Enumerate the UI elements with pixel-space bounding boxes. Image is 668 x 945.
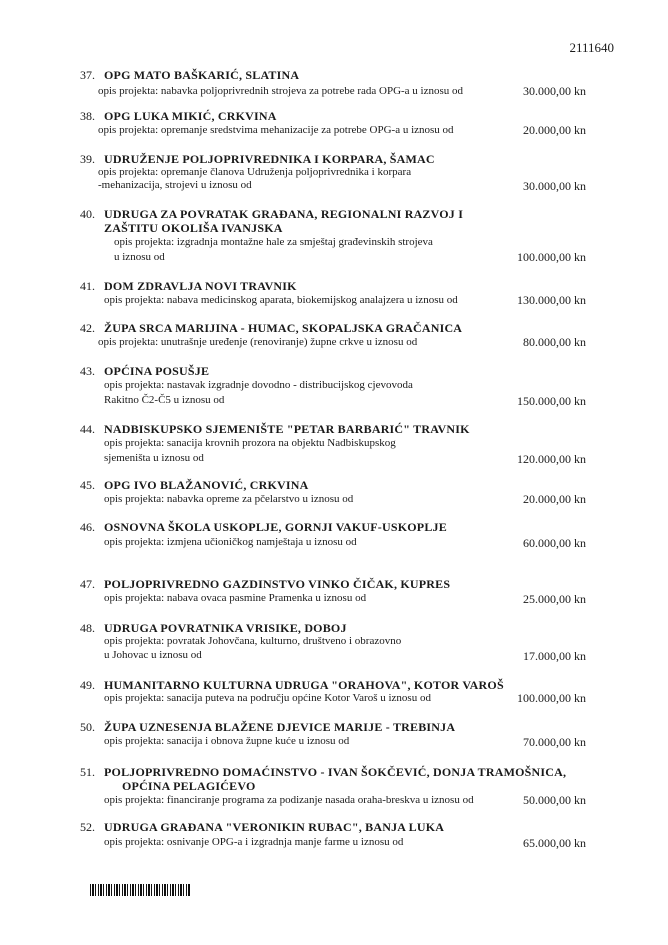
entry-description: opis projekta: osnivanje OPG-a i izgradnja manje farme u iznosu od: [104, 836, 404, 848]
entry-description: opis projekta: nabavka poljoprivrednih strojeva za potrebe rada OPG-a u iznosu od: [98, 85, 464, 97]
entry-description: opis projekta: opremanje sredstvima mehanizacije za potrebe OPG-a u iznosu od: [98, 124, 454, 136]
entry-title: ŽUPA SRCA MARIJINA - HUMAC, SKOPALJSKA GRAČANICA: [104, 321, 463, 335]
entry-description: u iznosu od: [114, 251, 165, 263]
entry-number: 45.: [80, 478, 95, 492]
entry-number: 38.: [80, 109, 95, 123]
entry-amount: 30.000,00 kn: [523, 179, 586, 193]
entry-amount: 100.000,00 kn: [517, 691, 586, 705]
entry-description: opis projekta: sanacija i obnova župne kuće u iznosu od: [104, 735, 350, 747]
entry-amount: 70.000,00 kn: [523, 735, 586, 749]
entry-amount: 65.000,00 kn: [523, 836, 586, 850]
entry-amount: 20.000,00 kn: [523, 492, 586, 506]
entry-description: Rakitno Č2-Č5 u iznosu od: [104, 394, 225, 406]
entry-number: 49.: [80, 678, 95, 692]
entry-amount: 100.000,00 kn: [517, 250, 586, 264]
entry-title: OSNOVNA ŠKOLA USKOPLJE, GORNJI VAKUF-USKOPLJE: [104, 520, 447, 534]
entry-amount: 120.000,00 kn: [517, 452, 586, 466]
entry-amount: 80.000,00 kn: [523, 335, 586, 349]
entry-description: opis projekta: nabava ovaca pasmine Pramenka u iznosu od: [104, 592, 367, 604]
entry-description: opis projekta: nabava medicinskog aparata, biokemijskog analajzera u iznosu od: [104, 294, 458, 306]
entry-description: opis projekta: sanacija puteva na području općine Kotor Varoš u iznosu od: [104, 692, 431, 704]
entry-amount: 30.000,00 kn: [523, 84, 586, 98]
entry-description: u Johovac u iznosu od: [104, 649, 202, 661]
entry-description: opis projekta: izmjena učioničkog namještaja u iznosu od: [104, 536, 357, 548]
entry-description: opis projekta: nastavak izgradnje dovodno - distribucijskog cjevovoda: [104, 379, 413, 391]
entry-number: 40.: [80, 207, 95, 221]
entry-amount: 17.000,00 kn: [523, 649, 586, 663]
entry-title: ZAŠTITU OKOLIŠA IVANJSKA: [104, 221, 283, 235]
entry-title: OPG IVO BLAŽANOVIĆ, CRKVINA: [104, 478, 309, 492]
entry-title: OPG LUKA MIKIĆ, CRKVINA: [104, 109, 277, 123]
entry-amount: 60.000,00 kn: [523, 536, 586, 550]
entry-title: UDRUŽENJE POLJOPRIVREDNIKA I KORPARA, ŠAMAC: [104, 152, 435, 166]
entry-description: opis projekta: opremanje članova Udruženja poljoprivrednika i korpara: [98, 166, 412, 178]
entry-number: 47.: [80, 577, 95, 591]
entry-number: 42.: [80, 321, 95, 335]
entry-number: 44.: [80, 422, 95, 436]
document-number: 2111640: [569, 40, 614, 55]
entry-title: UDRUGA POVRATNIKA VRISIKE, DOBOJ: [104, 621, 347, 635]
entry-title: POLJOPRIVREDNO GAZDINSTVO VINKO ČIČAK, KUPRES: [104, 577, 451, 591]
entry-title: NADBISKUPSKO SJEMENIŠTE "PETAR BARBARIĆ" TRAVNIK: [104, 422, 470, 436]
entry-title: OPG MATO BAŠKARIĆ, SLATINA: [104, 68, 300, 82]
entry-number: 51.: [80, 765, 95, 779]
entry-number: 48.: [80, 621, 95, 635]
entry-amount: 25.000,00 kn: [523, 592, 586, 606]
entry-description: opis projekta: unutrašnje uređenje (renoviranje) župne crkve u iznosu od: [98, 336, 418, 348]
entry-title: UDRUGA ZA POVRATAK GRAĐANA, REGIONALNI RAZVOJ I: [104, 207, 464, 221]
entry-title: OPĆINA POSUŠJE: [104, 364, 210, 378]
entry-title: OPĆINA PELAGIĆEVO: [122, 779, 256, 793]
entry-number: 50.: [80, 720, 95, 734]
barcode: [90, 884, 190, 896]
entry-amount: 50.000,00 kn: [523, 793, 586, 807]
entry-amount: 150.000,00 kn: [517, 394, 586, 408]
entry-amount: 130.000,00 kn: [517, 293, 586, 307]
entry-title: ŽUPA UZNESENJA BLAŽENE DJEVICE MARIJE - TREBINJA: [104, 720, 456, 734]
entry-title: DOM ZDRAVLJA NOVI TRAVNIK: [104, 279, 297, 293]
entry-number: 52.: [80, 820, 95, 834]
entry-number: 46.: [80, 520, 95, 534]
entry-number: 39.: [80, 152, 95, 166]
entry-amount: 20.000,00 kn: [523, 123, 586, 137]
entry-description: opis projekta: povratak Johovčana, kulturno, društveno i obrazovno: [104, 635, 402, 647]
entry-description: sjemeništa u iznosu od: [104, 452, 204, 464]
entry-description: opis projekta: financiranje programa za podizanje nasada oraha-breskva u iznosu od: [104, 794, 474, 806]
entry-description: opis projekta: nabavka opreme za pčelarstvo u iznosu od: [104, 493, 354, 505]
entry-description: -mehanizacija, strojevi u iznosu od: [98, 179, 252, 191]
entry-number: 37.: [80, 68, 95, 82]
entry-title: UDRUGA GRAĐANA "VERONIKIN RUBAC", BANJA LUKA: [104, 820, 445, 834]
entry-description: opis projekta: izgradnja montažne hale za smještaj građevinskih strojeva: [114, 236, 433, 248]
entry-description: opis projekta: sanacija krovnih prozora na objektu Nadbiskupskog: [104, 437, 396, 449]
entry-number: 41.: [80, 279, 95, 293]
entry-number: 43.: [80, 364, 95, 378]
entry-title: POLJOPRIVREDNO DOMAĆINSTVO - IVAN ŠOKČEVIĆ, DONJA TRAMOŠNICA,: [104, 765, 567, 779]
entry-title: HUMANITARNO KULTURNA UDRUGA "ORAHOVA", KOTOR VAROŠ: [104, 678, 504, 692]
